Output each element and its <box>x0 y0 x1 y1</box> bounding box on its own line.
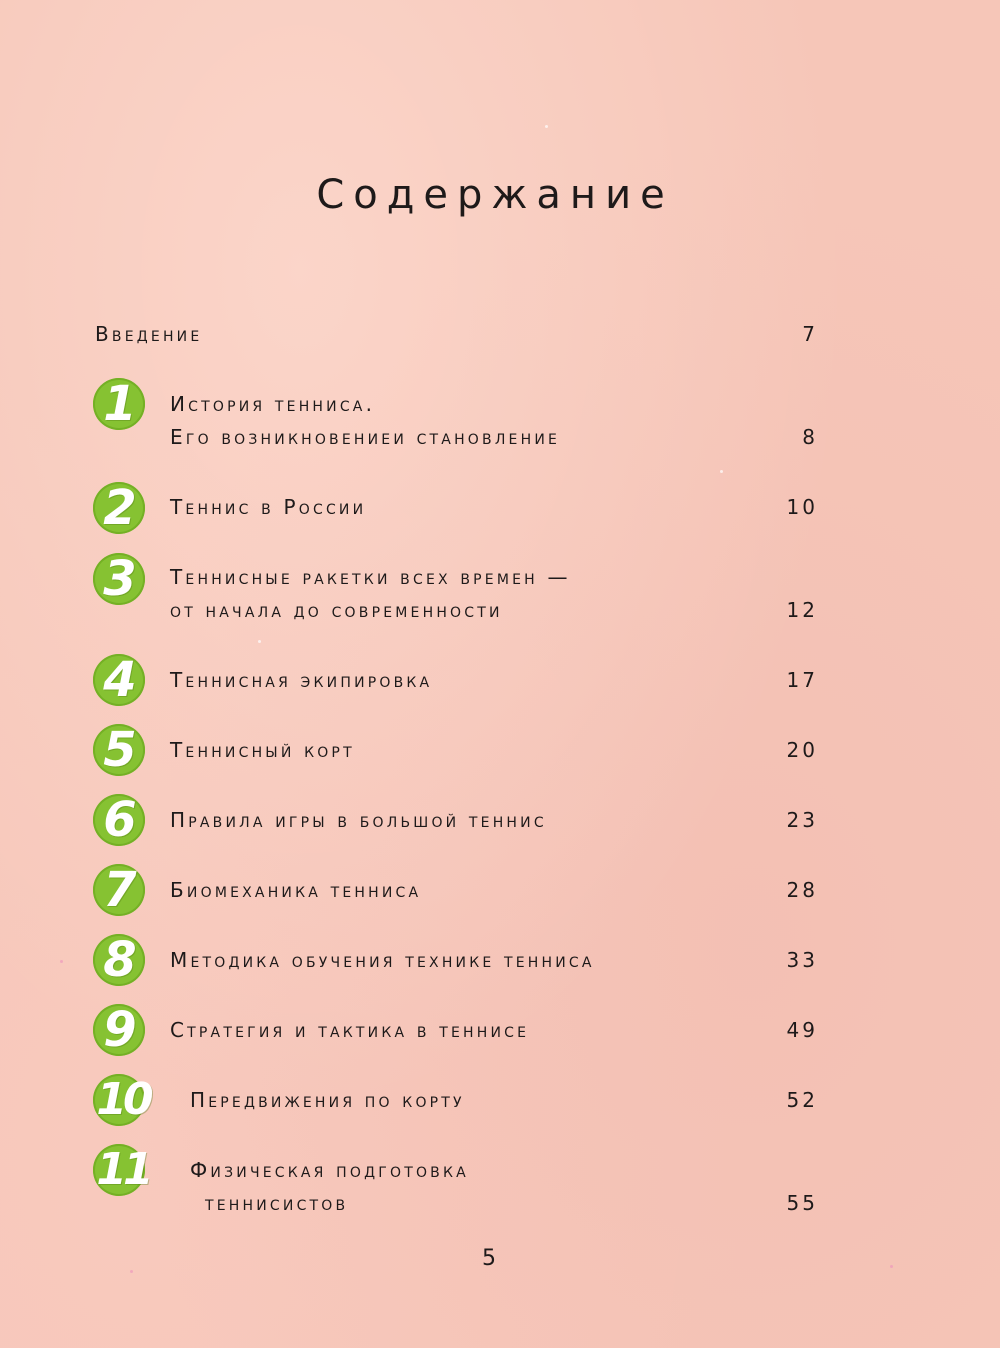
toc-entry-label: История тенниса. <box>170 392 376 416</box>
toc-page-number: 33 <box>786 948 818 972</box>
toc-page-number: 12 <box>786 598 818 622</box>
toc-entry-label: Теннис в России <box>170 495 367 519</box>
toc-entry-label: Теннисные ракетки всех времен — <box>170 565 571 589</box>
toc-entry-label: Методика обучения технике тенниса <box>170 948 595 972</box>
toc-entry-label: Стратегия и тактика в теннисе <box>170 1018 530 1042</box>
toc-entry-label: Передвижения по корту <box>190 1088 465 1112</box>
chapter-number: 4 <box>103 652 135 708</box>
toc-entry-label: Правила игры в большой теннис <box>170 808 547 832</box>
page-title: Содержание <box>316 172 674 218</box>
toc-entry-label: Теннисная экипировка <box>170 668 433 692</box>
chapter-number: 8 <box>103 932 135 988</box>
toc-page-number: 7 <box>802 322 818 346</box>
toc-entry-label: Его возникновениеи становление <box>170 425 561 449</box>
chapter-number: 6 <box>103 792 135 848</box>
toc-entry-label: теннисистов <box>205 1191 349 1215</box>
toc-page-number: 52 <box>786 1088 818 1112</box>
chapter-number: 2 <box>103 480 135 536</box>
toc-entry-label: Физическая подготовка <box>190 1158 469 1182</box>
chapter-number: 5 <box>103 722 135 778</box>
texture-speck <box>720 470 723 473</box>
chapter-number: 10 <box>96 1074 150 1125</box>
chapter-number: 9 <box>103 1002 135 1058</box>
chapter-number: 1 <box>103 376 135 432</box>
chapter-number: 3 <box>103 551 135 607</box>
texture-speck <box>545 125 548 128</box>
toc-page-number: 55 <box>786 1191 818 1215</box>
toc-page-number: 49 <box>786 1018 818 1042</box>
toc-page-number: 20 <box>786 738 818 762</box>
toc-page-number: 17 <box>786 668 818 692</box>
toc-page-number: 10 <box>786 495 818 519</box>
toc-page-number: 23 <box>786 808 818 832</box>
texture-speck <box>258 640 261 643</box>
toc-entry-label: от начала до современности <box>170 598 503 622</box>
toc-page-number: 8 <box>802 425 818 449</box>
page-number: 5 <box>482 1246 496 1271</box>
toc-entry-label: Введение <box>95 322 203 346</box>
texture-speck <box>60 960 63 963</box>
toc-page-number: 28 <box>786 878 818 902</box>
toc-entry-label: Биомеханика тенниса <box>170 878 422 902</box>
toc-entry-label: Теннисный корт <box>170 738 355 762</box>
chapter-number: 7 <box>103 862 135 918</box>
chapter-number: 11 <box>96 1144 150 1195</box>
